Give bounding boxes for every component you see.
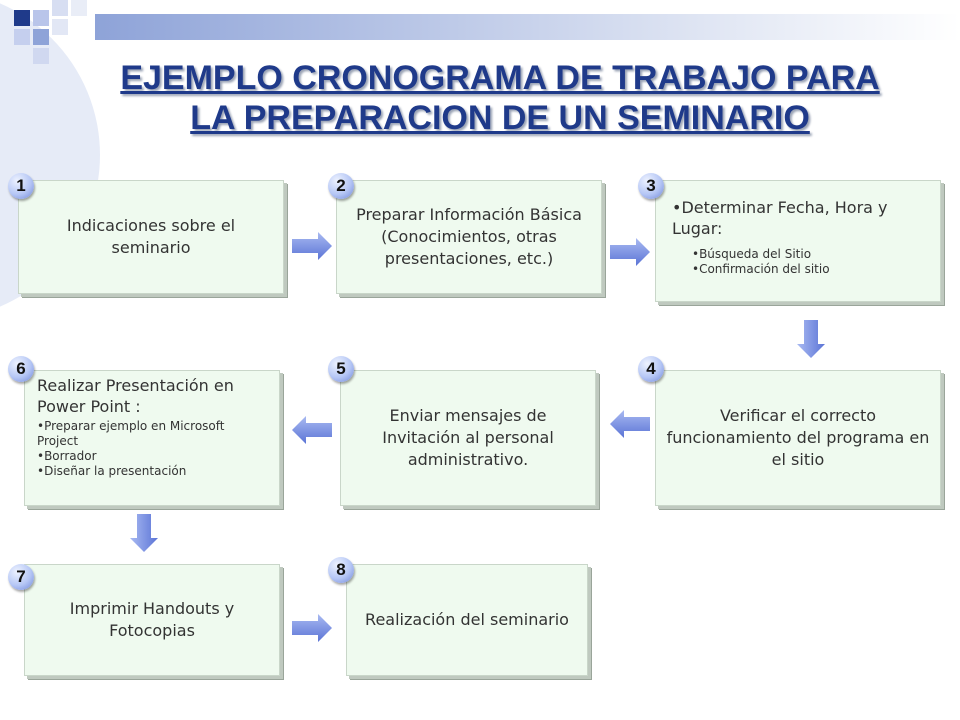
step-text-7: Imprimir Handouts y Fotocopias xyxy=(69,599,235,640)
step-box-2 xyxy=(336,180,602,294)
corner-square xyxy=(14,10,30,26)
step-number-badge-8: 8 xyxy=(328,557,354,583)
step-6-bullet-3: •Diseñar la presentación xyxy=(37,464,187,478)
step-6-bullet-1: •Preparar ejemplo en Microsoft Project xyxy=(37,419,225,448)
step-text-3: •Determinar Fecha, Hora y Lugar: xyxy=(672,198,888,238)
step-box-7 xyxy=(24,564,280,676)
step-text-6: Realizar Presentación en Power Point : xyxy=(37,376,234,416)
step-number-badge-3: 3 xyxy=(638,173,664,199)
step-3-bullet-1: •Búsqueda del Sitio xyxy=(692,247,812,261)
arrow-left-icon xyxy=(608,408,652,440)
arrow-right-icon xyxy=(608,236,652,268)
step-box-5 xyxy=(340,370,596,506)
step-text-2: Preparar Información Básica (Conocimientos, otras presentaciones, etc.) xyxy=(356,205,582,268)
arrow-right-icon xyxy=(290,612,334,644)
step-number-badge-1: 1 xyxy=(8,173,34,199)
corner-square xyxy=(52,19,68,35)
corner-square xyxy=(33,10,49,26)
arrow-left-icon xyxy=(290,414,334,446)
arrow-right-icon xyxy=(290,230,334,262)
step-number-badge-6: 6 xyxy=(8,356,34,382)
step-box-6 xyxy=(24,370,280,506)
step-box-8 xyxy=(346,564,588,676)
step-number-badge-5: 5 xyxy=(328,356,354,382)
top-gradient-bar xyxy=(95,14,960,40)
step-box-3 xyxy=(655,180,941,302)
step-6-bullet-2: •Borrador xyxy=(37,449,97,463)
corner-square xyxy=(71,0,87,16)
step-box-1 xyxy=(18,180,284,294)
step-text-8: Realización del seminario xyxy=(365,610,569,629)
corner-square xyxy=(52,0,68,16)
step-number-badge-2: 2 xyxy=(328,173,354,199)
step-number-badge-4: 4 xyxy=(638,356,664,382)
step-number-badge-7: 7 xyxy=(8,564,34,590)
step-text-5: Enviar mensajes de Invitación al personal administrativo. xyxy=(382,406,554,469)
title-line-1: EJEMPLO CRONOGRAMA DE TRABAJO PARA xyxy=(120,59,880,97)
step-text-1: Indicaciones sobre el seminario xyxy=(66,216,236,257)
title-line-2: LA PREPARACION DE UN SEMINARIO xyxy=(190,99,810,137)
step-box-4 xyxy=(655,370,941,506)
step-text-4: Verificar el correcto funcionamiento del programa en el sitio xyxy=(666,406,930,469)
corner-square xyxy=(14,29,30,45)
corner-square xyxy=(33,29,49,45)
arrow-down-icon xyxy=(128,512,160,554)
page-title xyxy=(40,58,960,138)
step-3-bullet-2: •Confirmación del sitio xyxy=(692,262,830,276)
arrow-down-icon xyxy=(795,318,827,360)
